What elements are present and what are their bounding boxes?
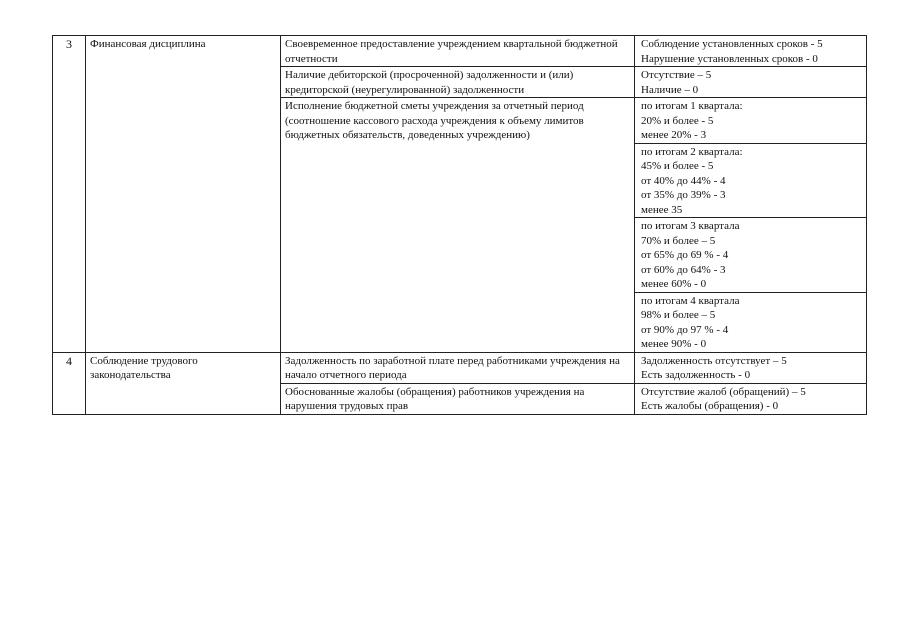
score-line: по итогам 2 квартала: <box>641 145 743 158</box>
criteria-table-page <box>52 35 866 415</box>
table-row <box>53 352 867 383</box>
score-line: от 65% до 69 % - 4 <box>641 249 729 261</box>
score-line: по итогам 3 квартала <box>641 220 740 232</box>
category-cell: Финансовая дисциплина <box>86 36 281 353</box>
score-line: Отсутствие жалоб (обращений) – 5 <box>641 385 806 398</box>
score-line: от 40% до 44% - 4 <box>641 174 726 187</box>
row-number: 4 <box>53 352 86 414</box>
score-line: 45% и более - 5 <box>641 160 714 172</box>
score-cell <box>635 143 867 218</box>
score-line: по итогам 4 квартала <box>641 294 740 307</box>
score-cell <box>635 383 867 414</box>
score-line: по итогам 1 квартала: <box>641 100 743 112</box>
score-line: менее 35 <box>641 203 683 216</box>
score-cell <box>635 67 867 98</box>
score-cell <box>635 292 867 352</box>
score-cell <box>635 36 867 67</box>
criterion-cell: Исполнение бюджетной сметы учреждения за отчетный период (соотношение кассового расхода учреждения к объему лимитов бюджетных обязательств, доведенных учреждению) <box>281 98 635 353</box>
score-line: менее 60% - 0 <box>641 278 707 290</box>
score-line: от 60% до 64% - 3 <box>641 263 726 276</box>
score-line: от 35% до 39% - 3 <box>641 189 726 201</box>
score-line: менее 20% - 3 <box>641 129 707 141</box>
score-line: Наличие – 0 <box>641 83 699 96</box>
evaluation-criteria-table <box>52 35 867 415</box>
criterion-cell: Обоснованные жалобы (обращения) работников учреждения на нарушения трудовых прав <box>281 383 635 414</box>
table-row <box>53 36 867 67</box>
score-line: Отсутствие – 5 <box>641 69 712 81</box>
criterion-cell: Своевременное предоставление учреждением квартальной бюджетной отчетности <box>281 36 635 67</box>
score-line: 98% и более – 5 <box>641 309 716 321</box>
score-line: Есть задолженность - 0 <box>641 369 751 381</box>
score-line: Задолженность отсутствует – 5 <box>641 354 787 367</box>
score-line: Нарушение установленных сроков - 0 <box>641 52 818 65</box>
score-line: от 90% до 97 % - 4 <box>641 323 729 336</box>
score-cell <box>635 352 867 383</box>
score-line: 20% и более - 5 <box>641 114 714 127</box>
score-cell <box>635 98 867 144</box>
score-line: Соблюдение установленных сроков - 5 <box>641 38 823 50</box>
score-cell <box>635 218 867 293</box>
criterion-cell: Наличие дебиторской (просроченной) задолженности и (или) кредиторской (неурегулированной) задолженности <box>281 67 635 98</box>
category-cell: Соблюдение трудового законодательства <box>86 352 281 414</box>
score-line: Есть жалобы (обращения) - 0 <box>641 400 779 412</box>
row-number: 3 <box>53 36 86 353</box>
score-line: 70% и более – 5 <box>641 234 716 247</box>
score-line: менее 90% - 0 <box>641 338 707 350</box>
criterion-cell: Задолженность по заработной плате перед работниками учреждения на начало отчетного периода <box>281 352 635 383</box>
